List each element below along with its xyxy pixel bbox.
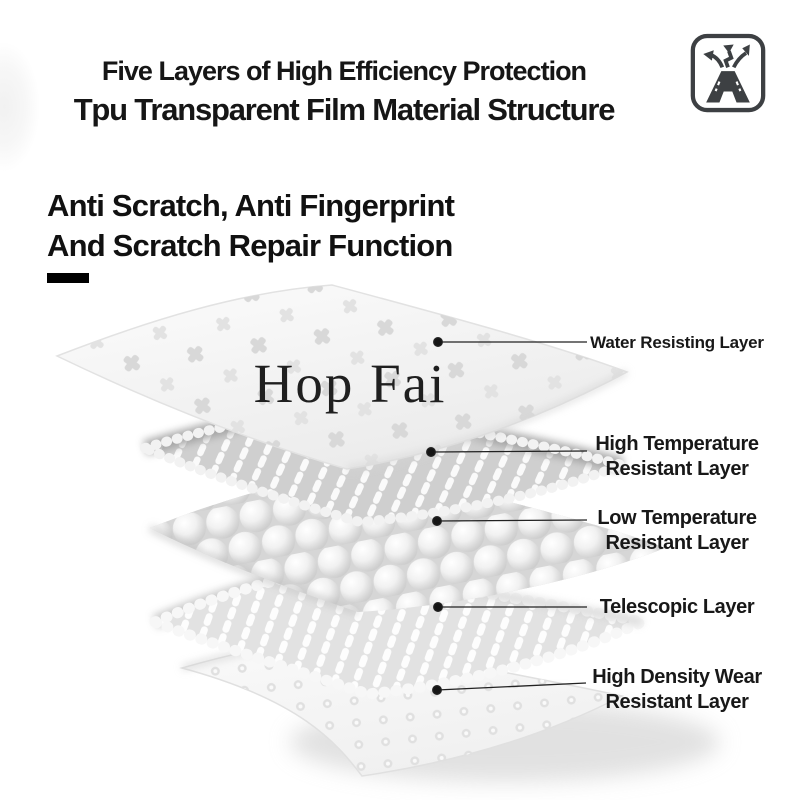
subtitle-line-2: And Scratch Repair Function (47, 228, 453, 263)
label-high-density-wear-layer (565, 665, 789, 715)
label-low-temperature-layer (565, 506, 789, 556)
title-line-1: Five Layers of High Efficiency Protection (101, 56, 587, 86)
page-title (8, 52, 680, 130)
label-line: Telescopic Layer (599, 596, 755, 618)
title-line-2: Tpu Transparent Film Material Structure (73, 92, 615, 127)
feature-subtitle (47, 186, 607, 283)
label-line: High Temperature (595, 433, 759, 455)
subtitle-line-1: Anti Scratch, Anti Fingerprint (47, 188, 455, 223)
label-line: Resistant Layer (605, 691, 749, 713)
brand-watermark: Hop Fai (253, 353, 447, 414)
accent-bar (47, 273, 89, 283)
label-line: Low Temperature (597, 507, 757, 529)
label-line: Resistant Layer (605, 458, 749, 480)
label-high-temperature-layer (565, 432, 789, 482)
brand-logo-badge (690, 32, 766, 114)
label-line: Resistant Layer (605, 532, 749, 554)
label-telescopic-layer (565, 595, 789, 620)
label-water-resisting-layer (565, 333, 789, 353)
label-line: High Density Wear (592, 666, 762, 688)
road-fork-arrows-icon (690, 32, 766, 114)
label-line: Water Resisting Layer (590, 333, 764, 352)
